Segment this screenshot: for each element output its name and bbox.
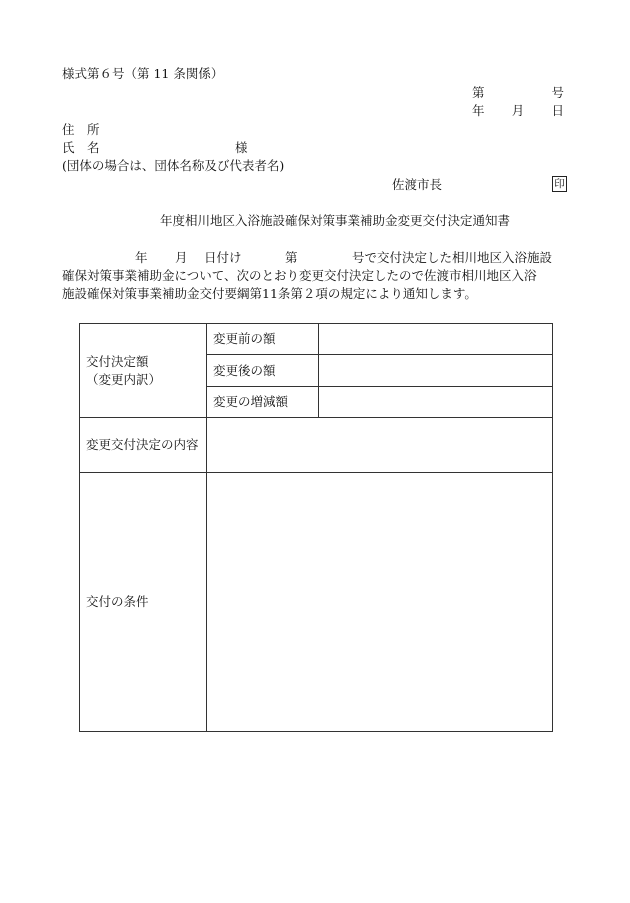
change-content-label: 変更交付決定の内容	[80, 418, 207, 473]
year-label: 年	[472, 103, 485, 118]
change-difference-value[interactable]	[319, 387, 553, 418]
body-year: 年	[135, 250, 148, 265]
honorific: 様	[235, 140, 248, 155]
body-line-3: 施設確保対策事業補助金交付要綱第11条第２項の規定により通知します。	[62, 286, 477, 301]
body-line-2: 確保対策事業補助金について、次のとおり変更交付決定したので佐渡市相川地区入浴	[62, 268, 537, 283]
day-label: 日	[551, 103, 564, 118]
grant-change-table	[79, 323, 553, 732]
go-label: 号	[551, 85, 564, 100]
body-text: 号で交付決定した相川地区入浴施設	[352, 250, 553, 265]
document-title: 年度相川地区入浴施設確保対策事業補助金変更交付決定通知書	[160, 213, 511, 228]
seal-mark: 印	[552, 176, 567, 192]
change-difference-label: 変更の増減額	[207, 387, 319, 418]
address-label: 住 所	[62, 122, 100, 137]
month-label: 月	[511, 103, 525, 118]
grant-amount-sub: （変更内訳）	[86, 371, 162, 387]
document-number	[472, 85, 564, 102]
conditions-label: 交付の条件	[80, 473, 207, 732]
conditions-value[interactable]	[207, 473, 553, 732]
grant-amount-cell	[80, 324, 207, 418]
dai-label: 第	[472, 85, 485, 100]
name-label: 氏 名	[62, 140, 100, 155]
before-change-value[interactable]	[319, 324, 553, 355]
organization-note: (団体の場合は、団体名称及び代表者名)	[62, 158, 285, 173]
body-date: 日付け	[204, 250, 242, 265]
before-change-label: 変更前の額	[207, 324, 319, 355]
body-dai: 第	[285, 250, 298, 265]
issue-date	[472, 103, 564, 120]
after-change-label: 変更後の額	[207, 355, 319, 387]
after-change-value[interactable]	[319, 355, 553, 387]
body-line-1	[62, 250, 566, 268]
form-number: 様式第６号（第 11 条関係）	[62, 66, 224, 81]
issuer-title: 佐渡市長	[392, 177, 443, 192]
body-month: 月	[175, 250, 188, 265]
change-content-value[interactable]	[207, 418, 553, 473]
grant-amount-label: 交付決定額	[86, 354, 149, 369]
